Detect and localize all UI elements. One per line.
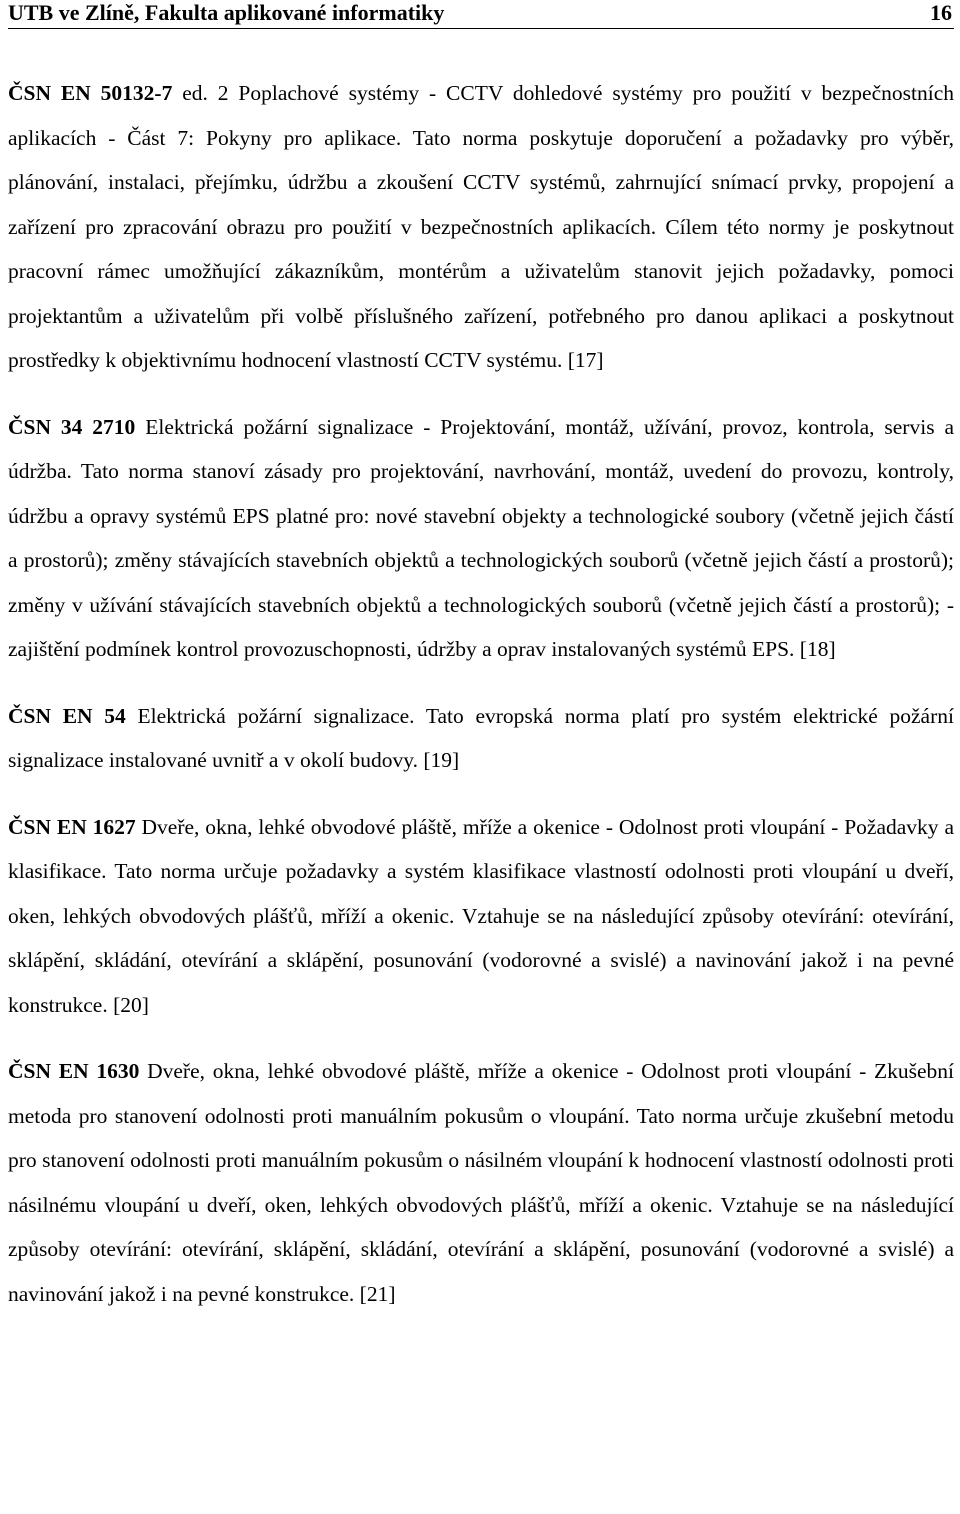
page-number: 16: [930, 0, 952, 25]
paragraph-csn-en-54: [8, 694, 954, 783]
paragraph-text: ed. 2 Poplachové systémy - CCTV dohledové systémy pro použití v bezpečnostních aplikacích - Část 7: Pokyny pro aplikace. Tato norma poskytuje doporučení a požadavky pro výběr, plánování, instalaci, přejímku, údržbu a zkoušení CCTV systémů, zahrnující snímací prvky, propojení a zařízení pro zpracování obrazu pro použití v bezpečnostních aplikacích. Cílem této normy je poskytnout pracovní rámec umožňující zákazníkům, montérům a uživatelům stanovit jejich požadavky, pomoci projektantům a uživatelům při volbě příslušného zařízení, potřebného pro danou aplikaci a poskytnout prostředky k objektivnímu hodnocení vlastností CCTV systému. [17]: [8, 81, 954, 372]
paragraph-csn-34-2710: [8, 405, 954, 672]
paragraph-csn-en-1630: [8, 1049, 954, 1316]
standard-code: ČSN EN 1630: [8, 1059, 140, 1083]
paragraph-csn-en-50132-7: [8, 71, 954, 383]
page-header: [8, 0, 954, 29]
paragraph-text: Elektrická požární signalizace - Projektování, montáž, užívání, provoz, kontrola, servis a údržba. Tato norma stanoví zásady pro projektování, navrhování, montáž, uvedení do provozu, kontroly, údržbu a opravy systémů EPS platné pro: nové stavební objekty a technologické soubory (včetně jejich částí a prostorů); změny stávajících stavebních objektů a technologických souborů (včetně jejich částí a prostorů); změny v užívání stávajících stavebních objektů a technologických souborů (včetně jejich částí a prostorů); - zajištění podmínek kontrol provozuschopnosti, údržby a oprav instalovaných systémů EPS. [18]: [8, 414, 954, 661]
paragraph-text: Dveře, okna, lehké obvodové pláště, mříže a okenice - Odolnost proti vloupání - Zkušební metoda pro stanovení odolnosti proti manuálním pokusům o vloupání. Tato norma určuje zkušební metodu pro stanovení odolnosti proti manuálním pokusům o násilném vloupání k hodnocení vlastností odolnosti proti násilnému vloupání u dveří, oken, lehkých obvodových plášťů, mříží a okenic. Vztahuje se na následující způsoby otevírání: otevírání, sklápění, skládání, otevírání a sklápění, posunování (vodorovné a svislé) a navinování jakož i na pevné konstrukce. [21]: [8, 1059, 954, 1306]
standard-code: ČSN EN 50132-7: [8, 81, 173, 105]
header-title: UTB ve Zlíně, Fakulta aplikované informatiky: [8, 0, 445, 25]
paragraph-text: Dveře, okna, lehké obvodové pláště, mříže a okenice - Odolnost proti vloupání - Požadavky a klasifikace. Tato norma určuje požadavky a systém klasifikace vlastností odolnosti proti vloupání u dveří, oken, lehkých obvodových plášťů, mříží a okenic. Vztahuje se na následující způsoby otevírání: otevírání, sklápění, skládání, otevírání a sklápění, posunování (vodorovné a svislé) a navinování jakož i na pevné konstrukce. [20]: [8, 814, 954, 1017]
paragraph-text: Elektrická požární signalizace. Tato evropská norma platí pro systém elektrické požární signalizace instalované uvnitř a v okolí budovy. [19]: [8, 703, 954, 772]
standard-code: ČSN EN 54: [8, 703, 126, 728]
standard-code: ČSN 34 2710: [8, 414, 136, 439]
page-content: [8, 71, 954, 1316]
standard-code: ČSN EN 1627: [8, 814, 136, 839]
document-page: [8, 0, 954, 1338]
paragraph-csn-en-1627: [8, 805, 954, 1028]
